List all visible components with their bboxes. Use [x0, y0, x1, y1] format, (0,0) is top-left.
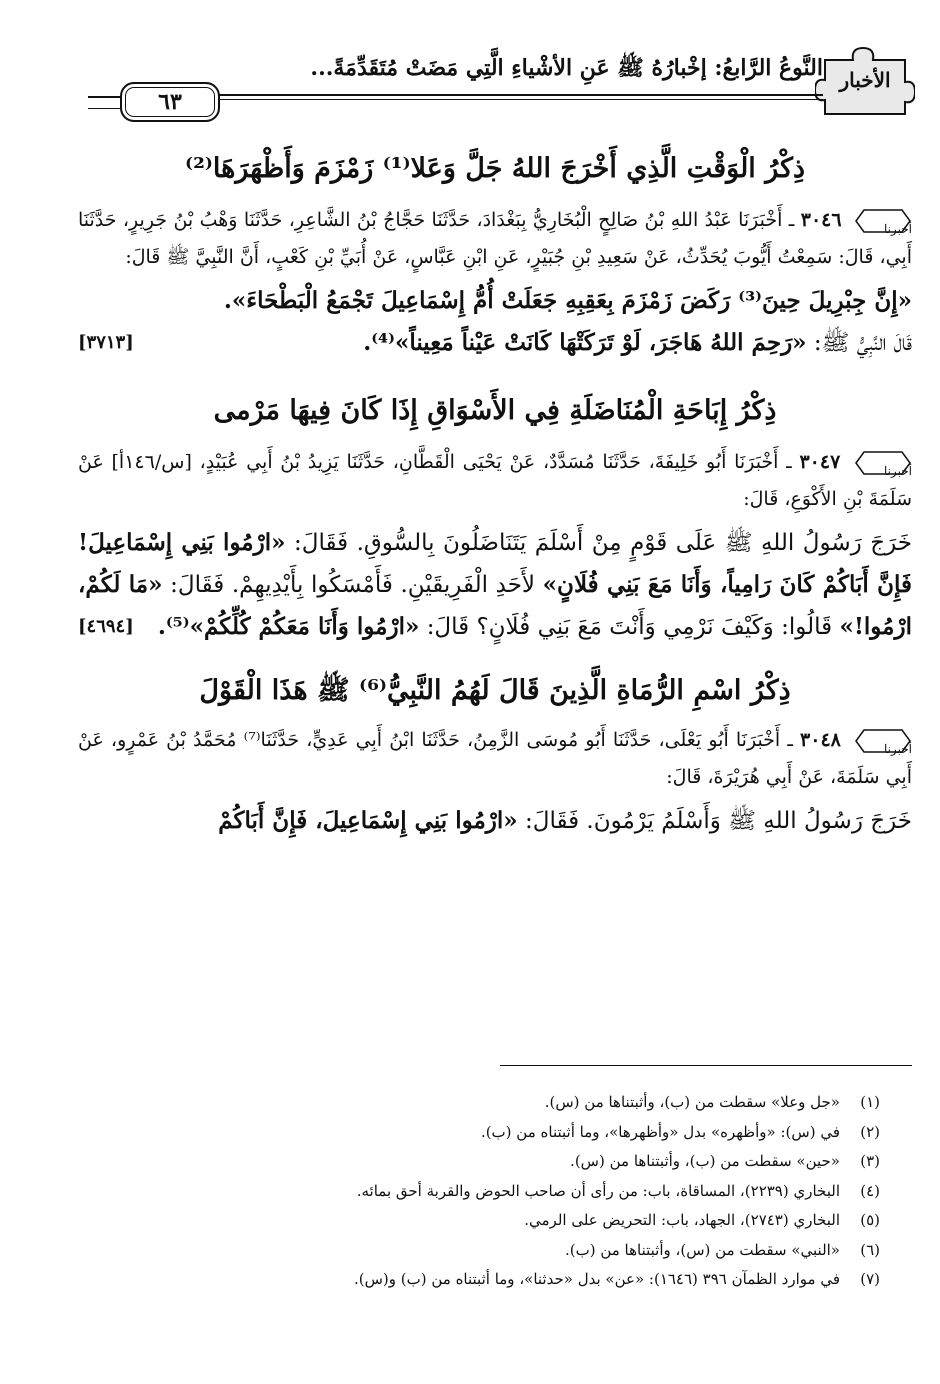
- hadith-matn: [78, 522, 912, 648]
- matn-quote: «رَحِمَ اللهُ هَاجَرَ، لَوْ تَرَكَتْهَا كَانَتْ عَيْناً مَعِيناً»⁽⁴⁾.: [363, 329, 807, 356]
- section-heading: ذِكْرُ اسْمِ الرُّمَاةِ الَّذِينَ قَالَ لَهُمُ النَّبِيُّ⁽⁶⁾ ﷺ هَذَا الْقَوْلَ: [199, 675, 791, 706]
- takhrij-ref: [٣٧١٣]: [78, 332, 134, 353]
- footnote: [60, 1118, 880, 1148]
- khabar-label: أخبرنا: [884, 222, 912, 236]
- khabar-ornament-icon: [854, 450, 912, 476]
- footnotes: [60, 1088, 880, 1295]
- footnote-number: (٧): [860, 1270, 880, 1288]
- khabar-label: أخبرنا: [884, 742, 913, 756]
- footnote: [60, 1088, 880, 1118]
- section-heading: ذِكْرُ الْوَقْتِ الَّذِي أَخْرَجَ اللهُ جَلَّ وَعَلا⁽¹⁾ زَمْزَمَ وَأَظْهَرَهَا⁽²⁾: [185, 153, 805, 184]
- hadith-isnad: [78, 202, 912, 276]
- matn-quote: «ارْمُوا بَنِي إِسْمَاعِيلَ، فَإِنَّ أَبَاكُمْ: [218, 807, 518, 834]
- footnote-text: في (س): «وأظهره» بدل «وأظهرها»، وما أثبتناه من (ب).: [480, 1122, 840, 1141]
- header-rule: [200, 94, 823, 96]
- footnote-number: (٣): [860, 1152, 880, 1170]
- hadith-matn: [78, 280, 912, 322]
- running-title: النَّوعُ الرَّابعُ: إخْبارُهُ ﷺ عَنِ الأشْياءِ الَّتِي مَضَتْ مُتَقَدِّمَةً...: [310, 55, 823, 81]
- hadith-number: ٣٠٤٦: [800, 209, 842, 231]
- matn-text: قَالُوا: وَكَيْفَ نَرْمِي وَأَنْتَ مَعَ بَنِي فُلَانٍ؟ قَالَ:: [426, 614, 833, 640]
- footnote: [60, 1147, 880, 1177]
- matn-quote: «إِنَّ جِبْرِيلَ حِينَ⁽³⁾ رَكَضَ زَمْزَمَ بِعَقِبِهِ جَعَلَتْ أُمُّ إِسْمَاعِيلَ تَجْمَعُ الْبَطْحَاءَ».: [223, 287, 912, 314]
- isnad-text: ـ أَخْبَرَنَا أَبُو يَعْلَى، حَدَّثَنَا أَبُو مُوسَى الزَّمِنُ، حَدَّثَنَا ابْنُ أَبِي عَدِيٍّ، حَدَّثَنَا⁽⁷⁾ مُحَمَّدُ بْنُ عَمْرٍو، عَنْ أَبِي سَلَمَةَ، عَنْ أَبِي هُرَيْرَةَ، قَالَ:: [78, 729, 912, 788]
- footnote-text: «جل وعلا» سقطت من (ب)، وأثبتناها من (س).: [544, 1093, 840, 1111]
- section-heading: ذِكْرُ إِبَاحَةِ الْمُنَاضَلَةِ فِي الأَسْوَاقِ إِذَا كَانَ فِيهَا مَرْمى: [213, 395, 777, 426]
- footnote-text: «حين» سقطت من (ب)، وأثبتناها من (س).: [570, 1152, 840, 1170]
- page-number: ٦٣: [120, 82, 220, 122]
- footnote-text: في موارد الظمآن ٣٩٦ (١٦٤٦): «عن» بدل «حدثنا»، وما أثبتناه من (ب) و(س).: [353, 1270, 840, 1288]
- footnote: [60, 1177, 880, 1207]
- hadith-number: ٣٠٤٧: [799, 451, 841, 473]
- badge-label: الأخبار: [839, 68, 891, 92]
- khabar-ornament-icon: [854, 208, 912, 234]
- main-content: [78, 142, 912, 842]
- matn-text: خَرَجَ رَسُولُ اللهِ ﷺ وَأَسْلَمُ يَرْمُونَ. فَقَالَ:: [524, 808, 912, 834]
- hadith-matn: [78, 800, 912, 842]
- header-rule-thin: [200, 99, 823, 100]
- hadith-matn: [78, 322, 912, 364]
- isnad-text: ـ أَخْبَرَنَا عَبْدُ اللهِ بْنُ صَالِحٍ الْبُخَارِيُّ بِبَغْدَادَ، حَدَّثَنَا حَجَّاجُ بْنُ الشَّاعِرِ، حَدَّثَنَا وَهْبُ بْنُ جَرِيرٍ، حَدَّثَنَا أَبِي، قَالَ: سَمِعْتُ أَيُّوبَ يُحَدِّثُ، عَنْ سَعِيدِ بْنِ جُبَيْرٍ، عَنِ ابْنِ عَبَّاسٍ، عَنْ أُبَيِّ بْنِ كَعْبٍ، أَنَّ النَّبِيَّ ﷺ قَالَ:: [78, 209, 912, 268]
- footnote: [60, 1265, 880, 1295]
- footnote-number: (٥): [860, 1211, 880, 1229]
- footnote: [60, 1206, 880, 1236]
- footnote-separator: [500, 1065, 912, 1066]
- footnote: [60, 1236, 880, 1266]
- header-left-rules: [88, 96, 120, 109]
- matn-quote: «ارْمُوا وَأَنَا مَعَكُمْ كُلِّكُمْ»⁽⁵⁾.: [157, 613, 420, 640]
- footnote-number: (٤): [860, 1181, 880, 1200]
- footnote-number: (٦): [860, 1240, 880, 1259]
- takhrij-ref: [٤٦٩٤]: [78, 616, 134, 637]
- khabar-ornament-icon: [854, 728, 912, 754]
- isnad-text: ـ أَخْبَرَنَا أَبُو خَلِيفَةَ، حَدَّثَنَا مُسَدَّدٌ، عَنْ يَحْيَى الْقَطَّانِ، حَدَّثَنَا يَزِيدُ بْنُ أَبِي عُبَيْدٍ، [س/١٤٦أ] عَنْ سَلَمَةَ بْنِ الأَكْوَعِ، قَالَ:: [78, 451, 912, 510]
- matn-text: لأَحَدِ الْفَرِيقَيْنِ. فَأَمْسَكُوا بِأَيْدِيهِمْ. فَقَالَ:: [170, 572, 536, 598]
- matn-lead: قَالَ النَّبِيُّ ﷺ:: [813, 330, 912, 356]
- footnote-number: (٢): [860, 1122, 880, 1141]
- matn-quote: «مَا لَكُمْ، ارْمُوا!»: [78, 571, 912, 640]
- hadith-isnad: [78, 444, 912, 518]
- footnote-text: البخاري (٢٢٣٩)، المساقاة، باب: من رأى أن صاحب الحوض والقربة أحق بمائه.: [356, 1181, 840, 1200]
- hadith-isnad: [78, 722, 912, 796]
- chapter-badge: [815, 40, 915, 120]
- matn-text: خَرَجَ رَسُولُ اللهِ ﷺ عَلَى قَوْمٍ مِنْ أَسْلَمَ يَتَنَاضَلُونَ بِالسُّوقِ. فَقَالَ:: [294, 530, 913, 556]
- footnote-text: «النبي» سقطت من (س)، وأثبتناها من (ب).: [564, 1240, 840, 1259]
- footnote-text: البخاري (٢٧٤٣)، الجهاد، باب: التحريض على الرمي.: [524, 1211, 840, 1229]
- matn-quote: «ارْمُوا بَنِي إِسْمَاعِيلَ! فَإِنَّ أَبَاكُمْ كَانَ رَامِياً، وَأَنَا مَعَ بَنِي فُلَانٍ»: [78, 529, 912, 598]
- footnote-number: (١): [860, 1093, 880, 1111]
- hadith-number: ٣٠٤٨: [800, 729, 841, 751]
- page-header: [70, 36, 915, 128]
- khabar-label: أخبرنا: [884, 464, 913, 478]
